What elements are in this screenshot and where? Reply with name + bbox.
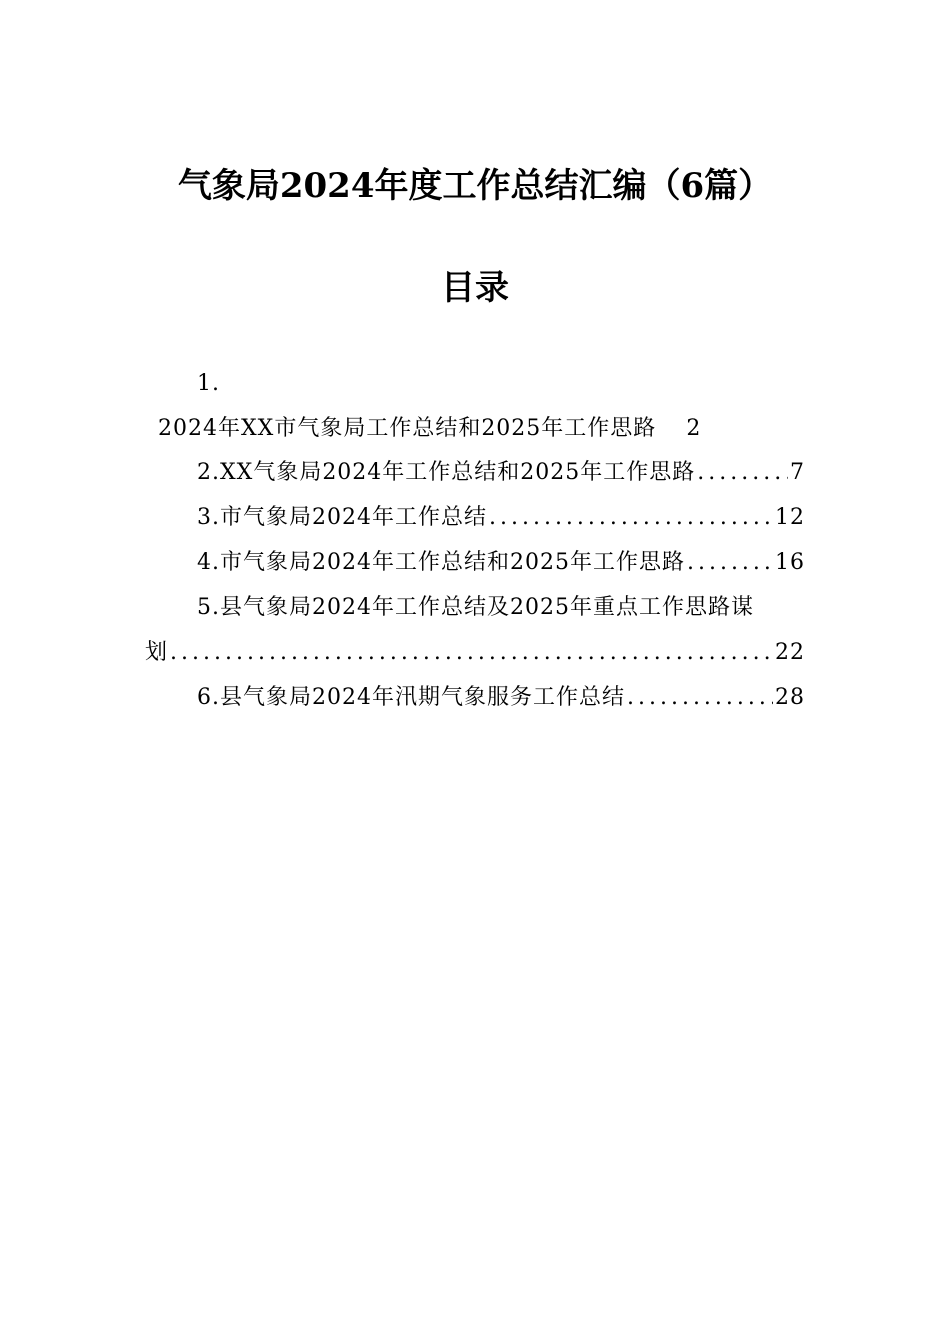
toc-item-1-number[interactable]: 1. [197,371,220,396]
toc-item-2-page: 7 [790,460,805,485]
toc-item-2-leader [697,458,788,488]
toc-item-5-text-line2: 划 [145,640,169,665]
toc-item-5-line1[interactable]: 5.县气象局2024年工作总结及2025年重点工作思路谋 [197,595,754,620]
toc-item-2[interactable] [197,458,805,488]
toc-item-5-page: 22 [775,640,805,665]
document-title: 气象局2024年度工作总结汇编（6篇） [177,166,773,206]
toc-item-6-text: 6.县气象局2024年汛期气象服务工作总结 [197,685,625,710]
toc-item-3-page: 12 [775,505,805,530]
toc-heading: 目录 [441,268,509,308]
toc-item-6-page: 28 [775,685,805,710]
toc-item-4-leader [687,548,773,578]
toc-item-3-leader [489,503,773,533]
toc-item-5-leader [170,638,773,668]
toc-item-1-page: 2 [686,416,702,441]
toc-item-3-text: 3.市气象局2024年工作总结 [197,505,487,530]
toc-item-5[interactable] [145,638,805,668]
toc-item-1-text: 2024年XX市气象局工作总结和2025年工作思路 [158,416,657,441]
toc-item-1[interactable] [158,414,701,444]
toc-item-4[interactable] [197,548,805,578]
toc-item-6-leader [627,683,773,713]
toc-item-4-text: 4.市气象局2024年工作总结和2025年工作思路 [197,550,685,575]
toc-item-3[interactable] [197,503,805,533]
toc-item-6[interactable] [197,683,805,713]
toc-item-2-text: 2.XX气象局2024年工作总结和2025年工作思路 [197,460,696,485]
toc-item-4-page: 16 [775,550,805,575]
